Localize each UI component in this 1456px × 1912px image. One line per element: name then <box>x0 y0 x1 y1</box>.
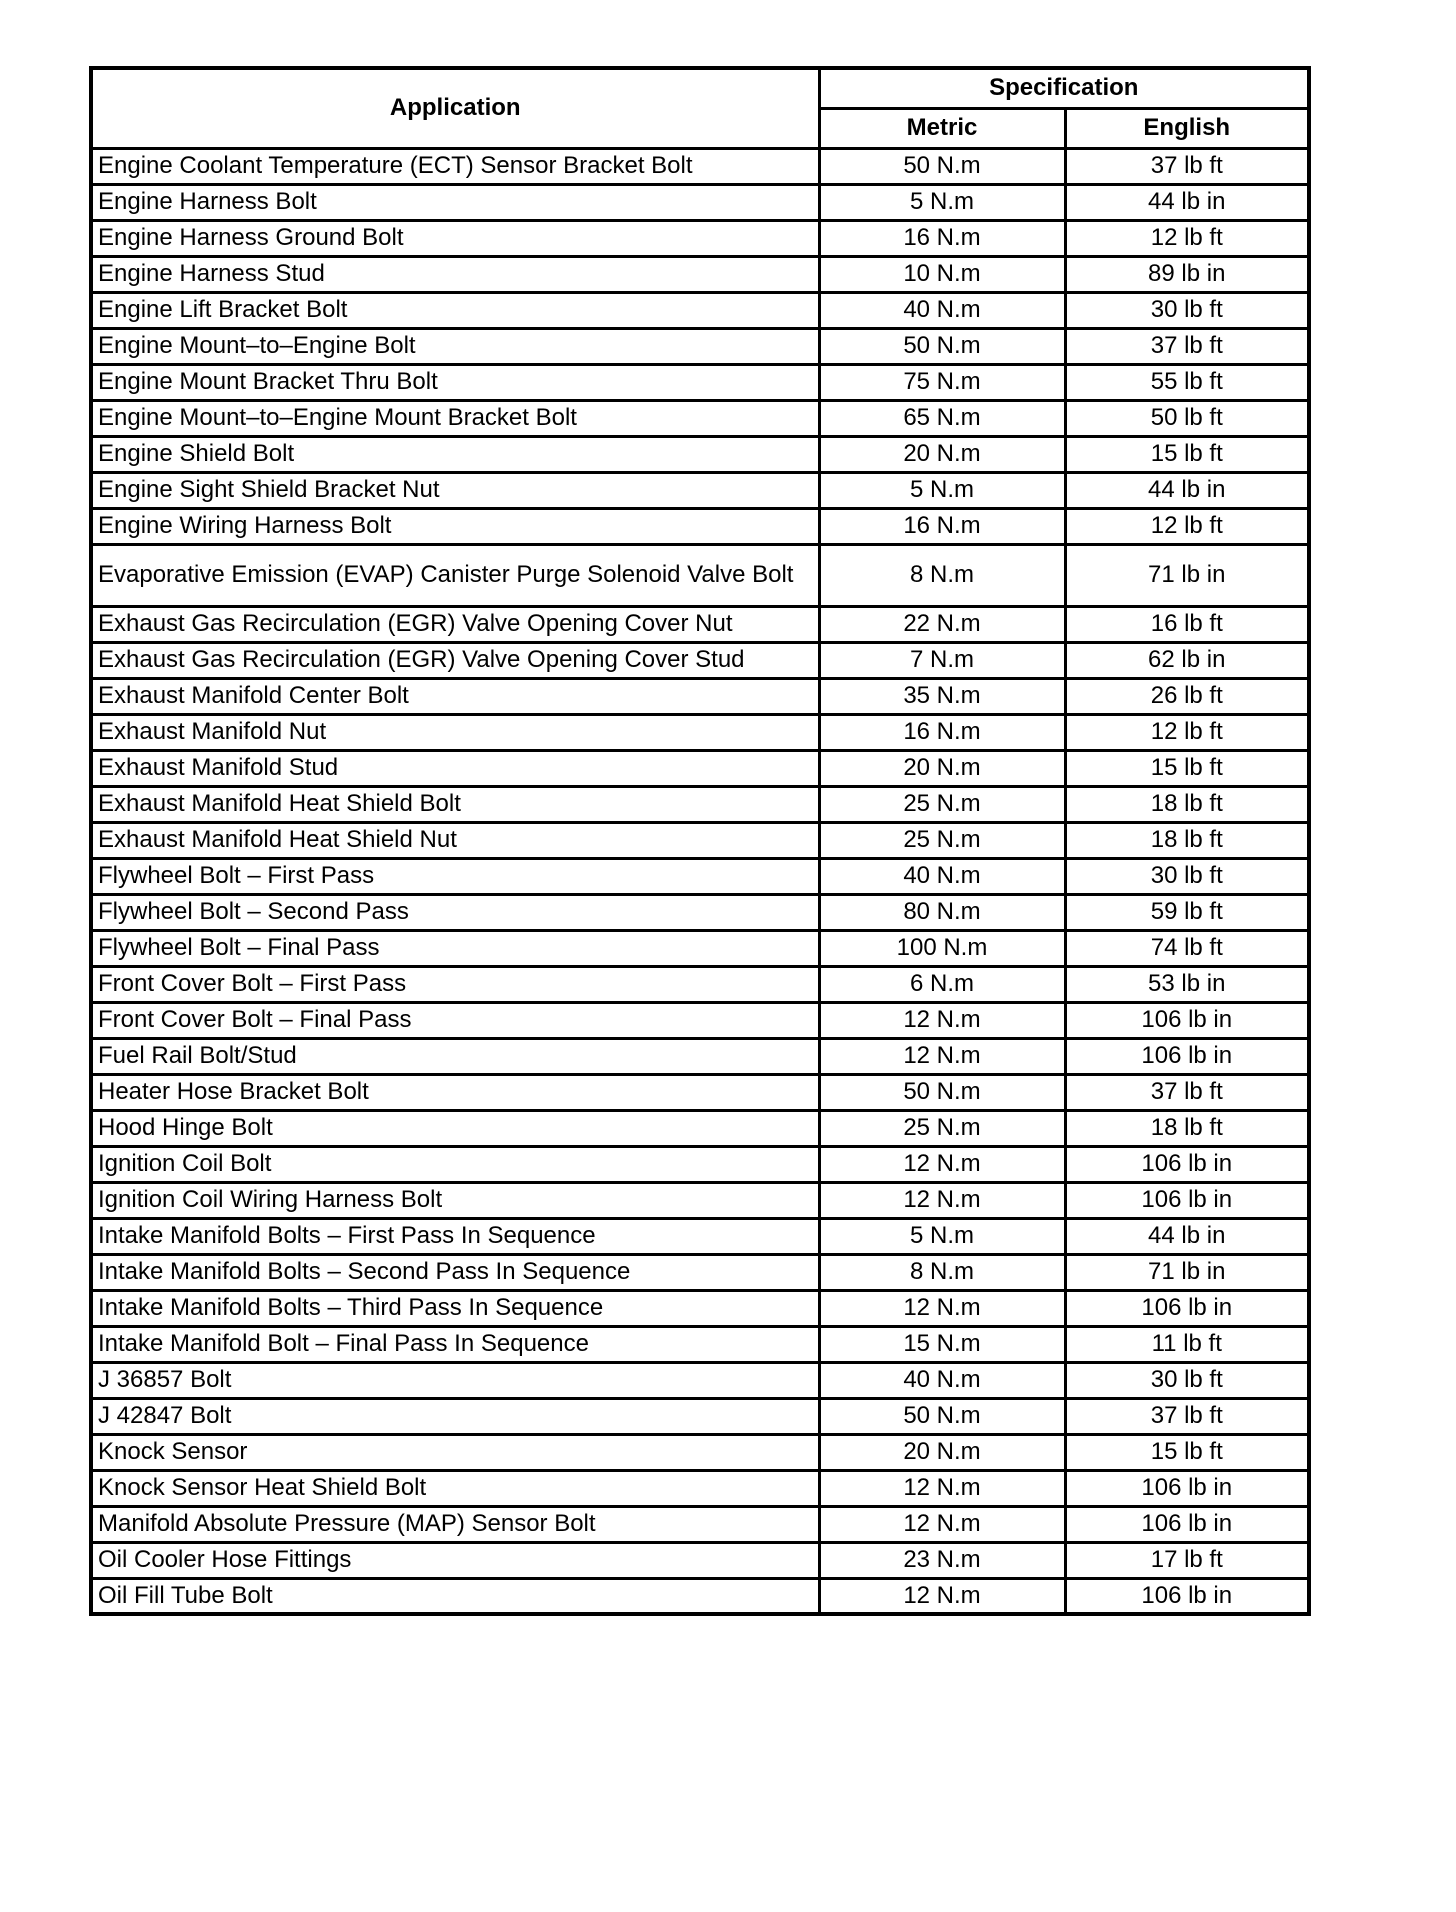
application-cell: Exhaust Manifold Stud <box>91 750 819 786</box>
metric-cell: 65 N.m <box>819 400 1065 436</box>
english-cell: 37 lb ft <box>1065 328 1309 364</box>
metric-header: Metric <box>819 108 1065 148</box>
metric-cell: 12 N.m <box>819 1002 1065 1038</box>
table-row <box>91 1218 1309 1254</box>
metric-cell: 100 N.m <box>819 930 1065 966</box>
english-cell: 55 lb ft <box>1065 364 1309 400</box>
application-cell: Front Cover Bolt – Final Pass <box>91 1002 819 1038</box>
application-cell: Manifold Absolute Pressure (MAP) Sensor Bolt <box>91 1506 819 1542</box>
table-header <box>91 68 1309 148</box>
english-cell: 44 lb in <box>1065 472 1309 508</box>
table-row <box>91 930 1309 966</box>
metric-cell: 16 N.m <box>819 220 1065 256</box>
application-cell: J 36857 Bolt <box>91 1362 819 1398</box>
metric-cell: 5 N.m <box>819 472 1065 508</box>
english-cell: 16 lb ft <box>1065 606 1309 642</box>
specification-header: Specification <box>819 68 1309 108</box>
english-cell: 106 lb in <box>1065 1290 1309 1326</box>
metric-cell: 22 N.m <box>819 606 1065 642</box>
table-row <box>91 400 1309 436</box>
application-cell: Engine Mount–to–Engine Mount Bracket Bolt <box>91 400 819 436</box>
metric-cell: 35 N.m <box>819 678 1065 714</box>
metric-cell: 12 N.m <box>819 1506 1065 1542</box>
english-cell: 62 lb in <box>1065 642 1309 678</box>
torque-spec-table <box>89 66 1311 1616</box>
english-cell: 12 lb ft <box>1065 220 1309 256</box>
application-cell: Exhaust Manifold Nut <box>91 714 819 750</box>
english-cell: 15 lb ft <box>1065 750 1309 786</box>
application-cell: Engine Shield Bolt <box>91 436 819 472</box>
table-row <box>91 1578 1309 1614</box>
table-row <box>91 292 1309 328</box>
application-cell: J 42847 Bolt <box>91 1398 819 1434</box>
table-row <box>91 148 1309 184</box>
table-row <box>91 606 1309 642</box>
application-cell: Fuel Rail Bolt/Stud <box>91 1038 819 1074</box>
english-cell: 106 lb in <box>1065 1578 1309 1614</box>
metric-cell: 40 N.m <box>819 1362 1065 1398</box>
english-cell: 37 lb ft <box>1065 1074 1309 1110</box>
table-row <box>91 508 1309 544</box>
table-row <box>91 184 1309 220</box>
metric-cell: 6 N.m <box>819 966 1065 1002</box>
metric-cell: 50 N.m <box>819 148 1065 184</box>
table-row <box>91 1146 1309 1182</box>
english-cell: 30 lb ft <box>1065 292 1309 328</box>
metric-cell: 16 N.m <box>819 714 1065 750</box>
metric-cell: 80 N.m <box>819 894 1065 930</box>
application-cell: Knock Sensor Heat Shield Bolt <box>91 1470 819 1506</box>
table-row <box>91 966 1309 1002</box>
english-header: English <box>1065 108 1309 148</box>
metric-cell: 50 N.m <box>819 1074 1065 1110</box>
application-cell: Engine Harness Bolt <box>91 184 819 220</box>
application-cell: Exhaust Gas Recirculation (EGR) Valve Opening Cover Nut <box>91 606 819 642</box>
english-cell: 30 lb ft <box>1065 858 1309 894</box>
metric-cell: 5 N.m <box>819 184 1065 220</box>
english-cell: 12 lb ft <box>1065 508 1309 544</box>
application-cell: Intake Manifold Bolt – Final Pass In Sequence <box>91 1326 819 1362</box>
application-cell: Exhaust Gas Recirculation (EGR) Valve Opening Cover Stud <box>91 642 819 678</box>
table-row <box>91 256 1309 292</box>
english-cell: 26 lb ft <box>1065 678 1309 714</box>
table-row <box>91 822 1309 858</box>
application-cell: Oil Fill Tube Bolt <box>91 1578 819 1614</box>
table-row <box>91 1254 1309 1290</box>
header-row-top <box>91 68 1309 108</box>
metric-cell: 20 N.m <box>819 1434 1065 1470</box>
table-row <box>91 436 1309 472</box>
english-cell: 50 lb ft <box>1065 400 1309 436</box>
english-cell: 106 lb in <box>1065 1506 1309 1542</box>
table-row <box>91 750 1309 786</box>
table-row <box>91 472 1309 508</box>
metric-cell: 50 N.m <box>819 328 1065 364</box>
english-cell: 11 lb ft <box>1065 1326 1309 1362</box>
table-row <box>91 786 1309 822</box>
english-cell: 89 lb in <box>1065 256 1309 292</box>
application-cell: Ignition Coil Bolt <box>91 1146 819 1182</box>
metric-cell: 5 N.m <box>819 1218 1065 1254</box>
english-cell: 71 lb in <box>1065 1254 1309 1290</box>
english-cell: 17 lb ft <box>1065 1542 1309 1578</box>
metric-cell: 16 N.m <box>819 508 1065 544</box>
application-cell: Engine Lift Bracket Bolt <box>91 292 819 328</box>
english-cell: 37 lb ft <box>1065 1398 1309 1434</box>
table-row <box>91 642 1309 678</box>
english-cell: 59 lb ft <box>1065 894 1309 930</box>
table-row <box>91 1506 1309 1542</box>
application-cell: Engine Harness Stud <box>91 256 819 292</box>
application-cell: Engine Wiring Harness Bolt <box>91 508 819 544</box>
table-row <box>91 1074 1309 1110</box>
metric-cell: 8 N.m <box>819 544 1065 606</box>
english-cell: 18 lb ft <box>1065 1110 1309 1146</box>
english-cell: 74 lb ft <box>1065 930 1309 966</box>
application-cell: Engine Sight Shield Bracket Nut <box>91 472 819 508</box>
table-row <box>91 894 1309 930</box>
application-header: Application <box>91 68 819 148</box>
application-cell: Engine Coolant Temperature (ECT) Sensor Bracket Bolt <box>91 148 819 184</box>
application-cell: Flywheel Bolt – Final Pass <box>91 930 819 966</box>
english-cell: 12 lb ft <box>1065 714 1309 750</box>
table-row <box>91 1182 1309 1218</box>
application-cell: Flywheel Bolt – Second Pass <box>91 894 819 930</box>
english-cell: 15 lb ft <box>1065 436 1309 472</box>
table-row <box>91 714 1309 750</box>
table-row <box>91 1398 1309 1434</box>
metric-cell: 7 N.m <box>819 642 1065 678</box>
metric-cell: 25 N.m <box>819 822 1065 858</box>
table-row <box>91 1002 1309 1038</box>
table-row <box>91 364 1309 400</box>
metric-cell: 25 N.m <box>819 1110 1065 1146</box>
application-cell: Knock Sensor <box>91 1434 819 1470</box>
metric-cell: 40 N.m <box>819 292 1065 328</box>
metric-cell: 23 N.m <box>819 1542 1065 1578</box>
metric-cell: 75 N.m <box>819 364 1065 400</box>
application-cell: Intake Manifold Bolts – First Pass In Sequence <box>91 1218 819 1254</box>
application-cell: Heater Hose Bracket Bolt <box>91 1074 819 1110</box>
english-cell: 53 lb in <box>1065 966 1309 1002</box>
english-cell: 106 lb in <box>1065 1182 1309 1218</box>
table-row <box>91 1362 1309 1398</box>
english-cell: 18 lb ft <box>1065 822 1309 858</box>
metric-cell: 12 N.m <box>819 1038 1065 1074</box>
metric-cell: 20 N.m <box>819 436 1065 472</box>
application-cell: Intake Manifold Bolts – Third Pass In Sequence <box>91 1290 819 1326</box>
metric-cell: 20 N.m <box>819 750 1065 786</box>
english-cell: 44 lb in <box>1065 1218 1309 1254</box>
table-row <box>91 1326 1309 1362</box>
application-cell: Flywheel Bolt – First Pass <box>91 858 819 894</box>
table-row <box>91 1542 1309 1578</box>
metric-cell: 12 N.m <box>819 1470 1065 1506</box>
english-cell: 106 lb in <box>1065 1146 1309 1182</box>
application-cell: Intake Manifold Bolts – Second Pass In Sequence <box>91 1254 819 1290</box>
table-row <box>91 544 1309 606</box>
table-row <box>91 220 1309 256</box>
metric-cell: 8 N.m <box>819 1254 1065 1290</box>
metric-cell: 40 N.m <box>819 858 1065 894</box>
metric-cell: 12 N.m <box>819 1578 1065 1614</box>
table-row <box>91 1290 1309 1326</box>
table-row <box>91 328 1309 364</box>
table-row <box>91 678 1309 714</box>
metric-cell: 10 N.m <box>819 256 1065 292</box>
application-cell: Engine Harness Ground Bolt <box>91 220 819 256</box>
english-cell: 106 lb in <box>1065 1038 1309 1074</box>
metric-cell: 12 N.m <box>819 1146 1065 1182</box>
application-cell: Ignition Coil Wiring Harness Bolt <box>91 1182 819 1218</box>
table-row <box>91 1110 1309 1146</box>
application-cell: Evaporative Emission (EVAP) Canister Purge Solenoid Valve Bolt <box>91 544 819 606</box>
english-cell: 71 lb in <box>1065 544 1309 606</box>
table-body <box>91 148 1309 1614</box>
english-cell: 106 lb in <box>1065 1002 1309 1038</box>
english-cell: 37 lb ft <box>1065 148 1309 184</box>
english-cell: 18 lb ft <box>1065 786 1309 822</box>
english-cell: 106 lb in <box>1065 1470 1309 1506</box>
application-cell: Front Cover Bolt – First Pass <box>91 966 819 1002</box>
table-row <box>91 858 1309 894</box>
application-cell: Oil Cooler Hose Fittings <box>91 1542 819 1578</box>
application-cell: Hood Hinge Bolt <box>91 1110 819 1146</box>
application-cell: Exhaust Manifold Heat Shield Nut <box>91 822 819 858</box>
table-row <box>91 1038 1309 1074</box>
metric-cell: 12 N.m <box>819 1290 1065 1326</box>
table-row <box>91 1470 1309 1506</box>
english-cell: 44 lb in <box>1065 184 1309 220</box>
table-row <box>91 1434 1309 1470</box>
metric-cell: 15 N.m <box>819 1326 1065 1362</box>
english-cell: 30 lb ft <box>1065 1362 1309 1398</box>
metric-cell: 50 N.m <box>819 1398 1065 1434</box>
application-cell: Exhaust Manifold Heat Shield Bolt <box>91 786 819 822</box>
metric-cell: 25 N.m <box>819 786 1065 822</box>
application-cell: Engine Mount–to–Engine Bolt <box>91 328 819 364</box>
application-cell: Exhaust Manifold Center Bolt <box>91 678 819 714</box>
english-cell: 15 lb ft <box>1065 1434 1309 1470</box>
metric-cell: 12 N.m <box>819 1182 1065 1218</box>
application-cell: Engine Mount Bracket Thru Bolt <box>91 364 819 400</box>
